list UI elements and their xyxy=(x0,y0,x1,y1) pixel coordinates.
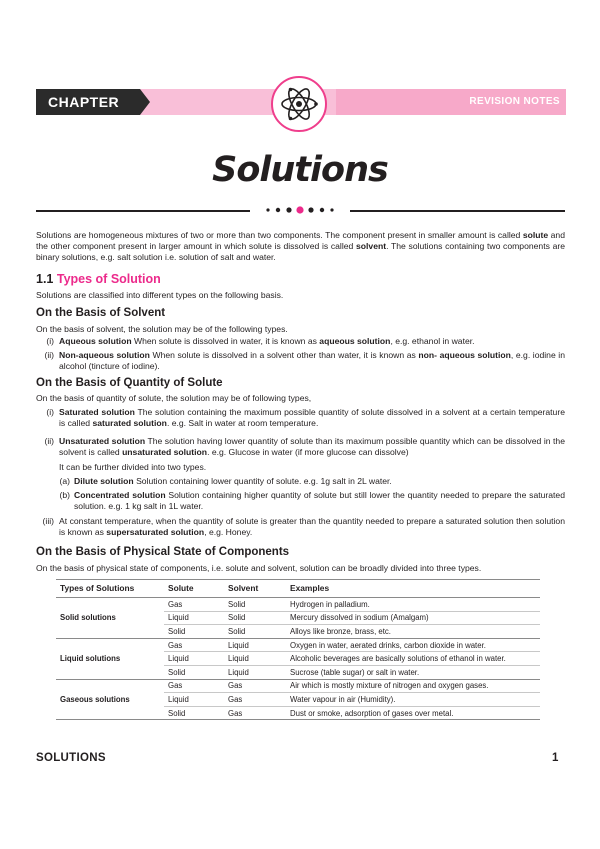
table-cell-type: Gaseous solutions xyxy=(56,679,164,720)
heading-physical-basis: On the Basis of Physical State of Components xyxy=(36,546,290,558)
table-row xyxy=(56,598,540,612)
table-cell: Liquid xyxy=(164,611,224,625)
table-header: Examples xyxy=(286,580,540,598)
table-row xyxy=(56,638,540,652)
footer-title: SOLUTIONS xyxy=(36,752,106,764)
list-number: (b) xyxy=(59,490,70,500)
list-item-concentrated: Concentrated solution Solution containing higher quantity of solute but still lower the quantity needed to prepare the saturated solution. e.g. 1 kg salt in 1L water. xyxy=(74,490,565,512)
table-cell: Sucrose (table sugar) or salt in water. xyxy=(286,665,540,679)
table-header-row xyxy=(56,580,540,598)
page-number: 1 xyxy=(552,752,559,764)
chapter-label: CHAPTER 01 xyxy=(36,89,140,115)
heading-solvent-basis: On the Basis of Solvent xyxy=(36,307,166,319)
page-title: Solutions xyxy=(212,150,388,190)
table-cell: Gas xyxy=(224,693,286,707)
table-cell: Hydrogen in palladium. xyxy=(290,599,370,609)
table-cell: Liquid xyxy=(224,638,286,652)
table-cell: Solid xyxy=(224,625,286,639)
table-cell: Air which is mostly mixture of nitrogen and oxygen gases. xyxy=(286,679,540,693)
chapter-arrow xyxy=(140,89,150,115)
table-header: Types of Solutions xyxy=(56,580,164,598)
table-cell: Liquid xyxy=(164,652,224,666)
list-item-non-aqueous: Non-aqueous solution When solute is dissolved in a solvent other than water, it is known as non- aqueous solution, e.g. iodine in alcohol (tincture of iodine). xyxy=(59,350,565,372)
table-cell: Liquid xyxy=(224,665,286,679)
table-cell: Liquid xyxy=(224,652,286,666)
list-number: (a) xyxy=(59,476,70,486)
title-divider-dots xyxy=(258,204,342,216)
table-cell: Gas xyxy=(164,679,224,693)
list-number: (ii) xyxy=(44,436,54,446)
table-cell: Water vapour in air (Humidity). xyxy=(286,693,540,707)
section-heading-1-1: 1.1 Types of Solution xyxy=(36,272,161,286)
table-cell: Alcoholic beverages are basically solutions of ethanol in water. xyxy=(286,652,540,666)
list-number: (iii) xyxy=(42,516,54,526)
list-item-saturated: Saturated solution The solution containing the maximum possible quantity of solute dissolved in a solvent at a certain temperature is called saturated solution. e.g. Salt in water at room temperature. xyxy=(59,407,565,429)
table-cell: Gas xyxy=(164,638,224,652)
list-number: (i) xyxy=(46,407,54,417)
table-cell: Solid xyxy=(164,625,224,639)
list-number: (i) xyxy=(46,336,54,346)
intro-paragraph: Solutions are homogeneous mixtures of two or more than two components. The component present in smaller amount is called solute and the other component present in larger amount in which solute is dissolved is called solvent. The solutions containing two components are binary solutions, e.g. salt solution i.e. solution of salt and water. xyxy=(36,230,565,263)
title-rule-left xyxy=(36,210,250,212)
table-header: Solvent xyxy=(224,580,286,598)
table-cell: Alloys like bronze, brass, etc. xyxy=(286,625,540,639)
atom-icon xyxy=(276,81,322,127)
table-cell: Solid xyxy=(228,599,246,609)
list-item-dilute: Dilute solution Solution containing lower quantity of solute. e.g. 1g salt in 2L water. xyxy=(74,476,392,486)
list-item-supersaturated: At constant temperature, when the quantity of solute is greater than the quantity needed to prepare a saturated solution then solution is known as supersaturated solution, e.g. Honey. xyxy=(59,516,565,538)
table-cell: Gas xyxy=(168,599,183,609)
physical-basis-lead: On the basis of physical state of components, i.e. solute and solvent, solution can be broadly divided into three types. xyxy=(36,563,482,573)
table-cell: Solid xyxy=(224,611,286,625)
further-divided-text: It can be further divided into two types. xyxy=(59,462,207,472)
table-cell: Dust or smoke, adsorption of gases over metal. xyxy=(286,706,540,720)
solvent-basis-lead: On the basis of solvent, the solution may be of the following types. xyxy=(36,324,288,334)
title-rule-right xyxy=(350,210,565,212)
table-cell: Gas xyxy=(224,706,286,720)
list-item-unsaturated: Unsaturated solution The solution having lower quantity of solute than its maximum possible quantity which can be dissolved in the solvent is called unsaturated solution. e.g. Glucose in water (if more glucose can dissolve) xyxy=(59,436,565,458)
table-cell: Mercury dissolved in sodium (Amalgam) xyxy=(286,611,540,625)
table-cell-type: Liquid solutions xyxy=(56,638,164,679)
table-cell: Oxygen in water, aerated drinks, carbon dioxide in water. xyxy=(286,638,540,652)
table-cell: Liquid xyxy=(164,693,224,707)
list-item-aqueous: Aqueous solution When solute is dissolved in water, it is known as aqueous solution, e.g. ethanol in water. xyxy=(59,336,475,346)
table-cell: Gas xyxy=(224,679,286,693)
list-number: (ii) xyxy=(44,350,54,360)
table-cell: Solid xyxy=(164,665,224,679)
table-row xyxy=(56,679,540,693)
revision-notes-label: REVISION NOTES xyxy=(469,96,560,107)
table-cell-type: Solid solutions xyxy=(60,613,116,623)
heading-quantity-basis: On the Basis of Quantity of Solute xyxy=(36,377,223,389)
section-1-1-text: Solutions are classified into different types on the following basis. xyxy=(36,290,284,300)
solution-types-table xyxy=(56,579,540,720)
table-cell: Solid xyxy=(164,706,224,720)
quantity-basis-lead: On the basis of quantity of solute, the solution may be of following types, xyxy=(36,393,312,403)
table-header: Solute xyxy=(164,580,224,598)
